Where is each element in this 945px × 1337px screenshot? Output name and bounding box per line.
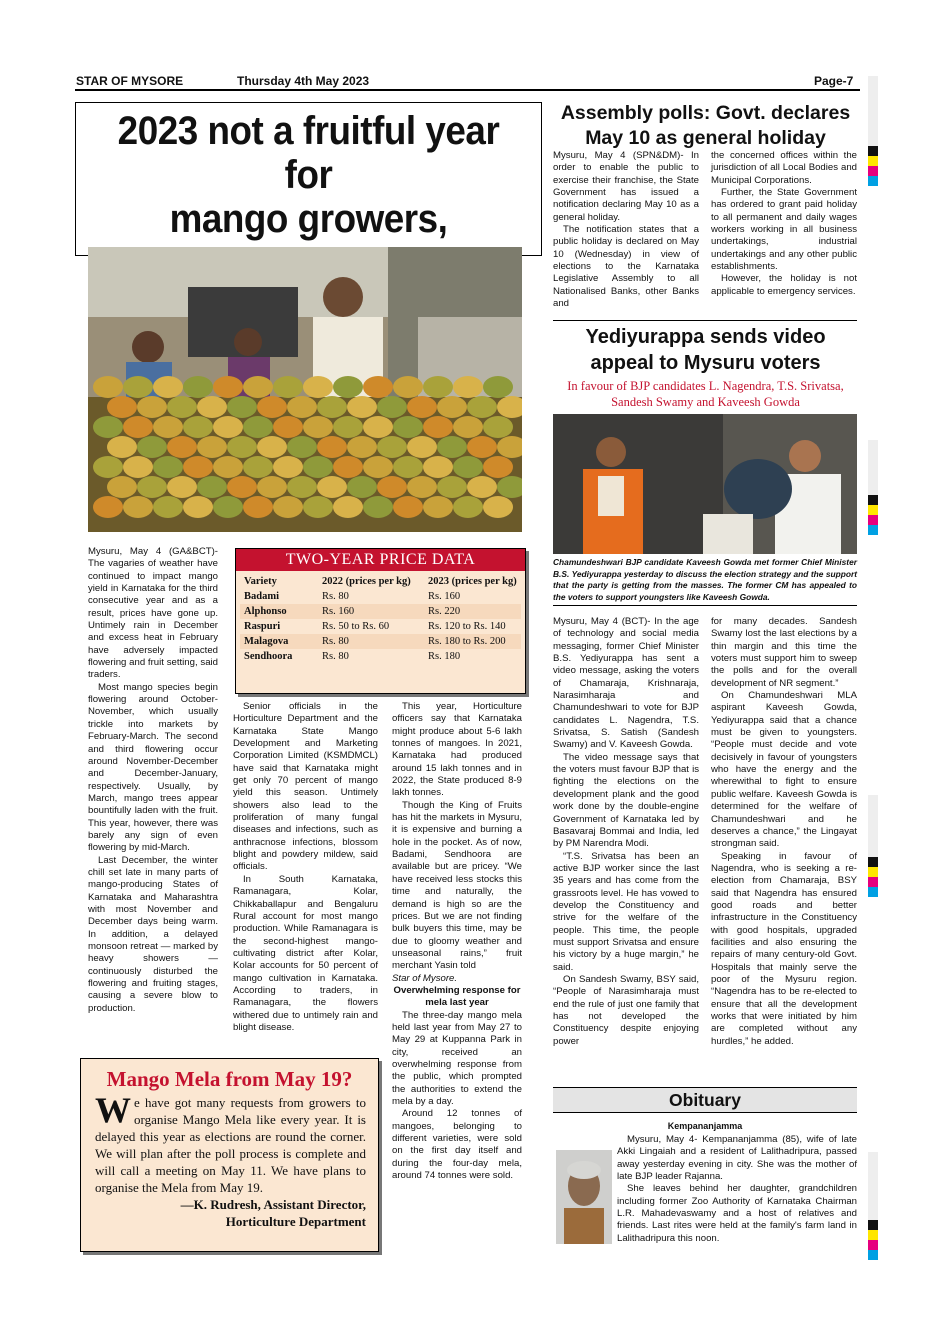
mango bbox=[153, 456, 183, 478]
bsy-col1-para: The video message says that the voters must favour BJP that is fighting the elections on the development plank and the good work done by the double-engine Government of Karnataka led by Basavaraj Bommai and India, led by PM Narendra Modi. bbox=[553, 751, 699, 850]
mango bbox=[333, 456, 363, 478]
mango bbox=[363, 456, 393, 478]
mango bbox=[333, 496, 363, 518]
main-story-col1 bbox=[88, 546, 218, 1015]
price-value-cell: Rs. 180 to Rs. 200 bbox=[428, 636, 506, 647]
mango bbox=[393, 416, 423, 438]
mango bbox=[423, 376, 453, 398]
mango-pile bbox=[93, 376, 522, 518]
mango bbox=[227, 396, 257, 418]
mango bbox=[423, 456, 453, 478]
bsy-subhead bbox=[548, 378, 863, 410]
mango bbox=[483, 376, 513, 398]
price-variety-cell: Raspuri bbox=[244, 621, 281, 632]
mango-mela-box bbox=[80, 1058, 379, 1252]
mango bbox=[227, 436, 257, 458]
mango-mela-sign1: —K. Rudresh, Assistant Director, bbox=[180, 1197, 366, 1212]
mango bbox=[453, 376, 483, 398]
holiday-col2-para: Further, the State Government has ordered to grant paid holiday to all permanent and daily wages workers working in all business undertakings, industrial undertakings and any other public establishments. bbox=[711, 187, 857, 273]
issue-date: Thursday 4th May 2023 bbox=[237, 74, 370, 88]
mango bbox=[363, 416, 393, 438]
price-table-row bbox=[240, 649, 521, 664]
main-col3-para: Around 12 tonnes of mangoes, belonging to different varieties, were sold on the first day itself and during the four-day mela, around 74 tonnes were sold. bbox=[392, 1108, 522, 1182]
mango bbox=[93, 416, 123, 438]
mango bbox=[183, 456, 213, 478]
mango bbox=[437, 476, 467, 498]
mango bbox=[423, 416, 453, 438]
mango bbox=[453, 456, 483, 478]
mango bbox=[453, 496, 483, 518]
price-value-cell: Rs. 220 bbox=[428, 606, 461, 617]
mango-stall-photo bbox=[88, 247, 522, 532]
mango bbox=[363, 376, 393, 398]
holiday-col1 bbox=[553, 150, 699, 310]
mango bbox=[303, 456, 333, 478]
mango bbox=[393, 496, 423, 518]
main-col3-italic: Star of Mysore. bbox=[392, 972, 458, 984]
bsy-subhead-line1: In favour of BJP candidates L. Nagendra, T.S. Srivatsa, bbox=[567, 379, 844, 393]
holiday-col2-para: However, the holiday is not applicable to emergency services. bbox=[711, 273, 857, 297]
price-table-body bbox=[240, 589, 521, 664]
mango bbox=[137, 436, 167, 458]
holiday-headline-line2: May 10 as general holiday bbox=[585, 127, 826, 149]
price-table bbox=[240, 574, 521, 664]
holiday-col2-para: the concerned offices within the jurisdiction of all Local Bodies and Municipal Corporations. bbox=[711, 150, 857, 186]
bsy-col1-para: Mysuru, May 4 (BCT)- In the age of technology and social media messaging, former Chief Minister B.S. Yediyurappa has sent a video message, asking the voters of Chamaraja, Krishnaraja, Narasimharaja and Chamundeshwari to vote for BJP candidates L. Nagendra, T.S. Srivatsa, S. Satish (Sandesh Swamy) and V. Kaveesh Gowda. bbox=[553, 616, 699, 751]
obituary-para: She leaves behind her daughter, grandchildren including former Zoo Authority of Karnataka Chairman L.R. Mahadevaswamy and a host of relatives and friends. Last rites were held at the family's farm land in Lalithadripura this noon. bbox=[617, 1183, 857, 1244]
mango bbox=[167, 436, 197, 458]
price-header-2023: 2023 (prices per kg) bbox=[428, 576, 517, 587]
main-col3-para: This year, Horticulture officers say that Karnataka might produce about 5-6 lakh tonnes of mangoes. In 2021, Karnataka had produced around 15 lakh tonnes and in 2022, the State produced 8-9 lakh tonnes. bbox=[392, 701, 522, 799]
bsy-headline-line1: Yediyurappa sends video bbox=[585, 326, 826, 348]
mango bbox=[197, 476, 227, 498]
mango bbox=[197, 436, 227, 458]
mango bbox=[287, 436, 317, 458]
price-value-cell: Rs. 80 bbox=[322, 591, 349, 602]
price-value-cell: Rs. 160 bbox=[322, 606, 355, 617]
mango bbox=[453, 416, 483, 438]
page-number: Page-7 bbox=[814, 74, 854, 88]
mango bbox=[123, 416, 153, 438]
main-col1-para: Mysuru, May 4 (GA&BCT)- The vagaries of weather have continued to impact mango yield in Karnataka for the third consecutive year and as a result, prices have gone up. Untimely rain in December and excess heat in February have adversely impacted flowering and fruit setting, said traders. bbox=[88, 546, 218, 681]
main-col3-para: The three-day mango mela held last year from May 27 to May 29 at Kuppanna Park in city, received an overwhelming response from the public, which prompted the authorities to extend the mela by a day. bbox=[392, 1009, 522, 1107]
mango bbox=[213, 496, 243, 518]
bsy-col2-para: for many decades. Sandesh Swamy lost the last elections by a thin margin and this time the voters must support him to sweep the polls and for the overall development of NR segment.” bbox=[711, 616, 857, 689]
mango bbox=[483, 416, 513, 438]
mango bbox=[123, 496, 153, 518]
price-header-variety: Variety bbox=[244, 576, 277, 587]
mango bbox=[273, 376, 303, 398]
mango bbox=[93, 376, 123, 398]
mango bbox=[273, 456, 303, 478]
price-table-row bbox=[240, 589, 521, 604]
bsy-headline-line2: appeal to Mysuru voters bbox=[590, 352, 821, 374]
mango bbox=[257, 396, 287, 418]
mango bbox=[93, 496, 123, 518]
mango bbox=[213, 376, 243, 398]
main-headline-line1: 2023 not a fruitful year for bbox=[117, 109, 500, 197]
mango bbox=[167, 396, 197, 418]
bsy-col1 bbox=[553, 616, 699, 1048]
price-variety-cell: Badami bbox=[244, 591, 280, 602]
price-value-cell: Rs. 160 bbox=[428, 591, 461, 602]
mango bbox=[347, 476, 377, 498]
mango bbox=[213, 416, 243, 438]
bsy-col2-para: On Chamundeshwari MLA aspirant Kaveesh Gowda, Yediyurappa said that a chance must be given to youngsters. “People must decide and vote decisively in favour of youngsters who have the energy and the wherewithal to fight to ensure public welfare. Kaveesh Gowda is determined for the welfare of Chamundeshwari and he deserves a chance,” the Lingayat strongman said. bbox=[711, 690, 857, 850]
bsy-meeting-photo bbox=[553, 414, 857, 554]
mango bbox=[437, 396, 467, 418]
mango-mela-dropcap: W bbox=[95, 1090, 131, 1130]
mango bbox=[257, 476, 287, 498]
price-variety-cell: Sendhoora bbox=[244, 651, 293, 662]
mango bbox=[183, 376, 213, 398]
mango bbox=[393, 376, 423, 398]
bsy-col2 bbox=[711, 616, 857, 1048]
mango bbox=[317, 436, 347, 458]
mango bbox=[137, 396, 167, 418]
main-col1-para: Last December, the winter chill set late in many parts of mango-producing States of Karnataka and Maharashtra with most November and December days being warm. In addition, a delayed monsoon retreat — marked by heavy showers — continuously disturbed the flowering and fruiting stages, causing a severe blow to production. bbox=[88, 854, 218, 1014]
mango bbox=[467, 476, 497, 498]
mango-stall-illustration bbox=[88, 247, 522, 532]
mango bbox=[183, 416, 213, 438]
bsy-subhead-line2: Sandesh Swamy and Kaveesh Gowda bbox=[611, 395, 800, 409]
mango bbox=[243, 496, 273, 518]
main-col2-para: In South Karnataka, Ramanagara, Kolar, Chikkaballapur and Bengaluru Rural account for most mango production. While Ramanagara is the second-highest mango-cultivating district after Kolar, Kolar accounts for 50 percent of mango cultivation in Karnataka. According to traders, in Ramanagara, the flowers withered due to untimely rain and blight disease. bbox=[233, 873, 378, 1033]
mango bbox=[167, 476, 197, 498]
price-table-header-row bbox=[240, 574, 521, 589]
mango bbox=[347, 396, 377, 418]
paper-name: STAR OF MYSORE bbox=[76, 74, 184, 88]
mango bbox=[197, 396, 227, 418]
price-value-cell: Rs. 80 bbox=[322, 636, 349, 647]
price-header-2022: 2022 (prices per kg) bbox=[322, 576, 411, 587]
main-col1-para: Most mango species begin flowering around October-November, which usually trickle into markets by February-March. The second and third flowering occur around November-December and December-January, respectively. Usually, by March, mango trees appear bountifully laden with the fruit. This year, however, there was barely any sign of even flowering by mid-March. bbox=[88, 681, 218, 854]
color-registration-strip-3 bbox=[868, 795, 878, 897]
mango bbox=[287, 396, 317, 418]
main-col2-para: Senior officials in the Horticulture Department and the Karnataka State Mango Development and Marketing Corporation Limited (KSMDMCL) have said that Karnataka might get only 70 percent of mango yield this season. Untimely showers also lead to the proliferation of many fungal diseases and infections, such as anthracnose infections, blossom blight and powdery mildew, said officials. bbox=[233, 701, 378, 873]
mango bbox=[123, 456, 153, 478]
mango bbox=[437, 436, 467, 458]
mango bbox=[213, 456, 243, 478]
price-variety-cell: Alphonso bbox=[244, 606, 287, 617]
color-registration-strip-1 bbox=[868, 76, 878, 186]
bsy-col2-para: Speaking in favour of Nagendra, who is seeking a re-election from Chamaraja, BSY said that Nagendra has ensured good roads and better infrastructure in the Constituency with good hospitals, upgraded facilities and also ensuring the repairs of many century-old Govt. Hospitals that mainly serve the poor of the Mysuru region. “Nagendra has to be re-elected to ensure that all the development works that were initiated by him are completed without any hurdles,” he added. bbox=[711, 850, 857, 1047]
price-box-title: TWO-YEAR PRICE DATA bbox=[236, 549, 525, 571]
main-headline-line2: mango growers, bbox=[169, 197, 448, 241]
price-variety-cell: Malagova bbox=[244, 636, 289, 647]
mango bbox=[303, 496, 333, 518]
holiday-col1-para: Mysuru, May 4 (SPN&DM)- In order to enable the public to exercise their franchise, the State Government has issued a notification declaring May 10 as a general holiday. bbox=[553, 150, 699, 223]
color-registration-strip-4 bbox=[868, 1152, 878, 1260]
bsy-photo-caption: Chamundeshwari BJP candidate Kaveesh Gowda met former Chief Minister B.S. Yediyurappa yesterday to discuss the election strategy and the support that the party is getting from the masses. The former CM has appealed to the voters to support youngsters like Kaveesh Gowda. bbox=[553, 557, 857, 606]
mango bbox=[227, 476, 257, 498]
mango bbox=[317, 476, 347, 498]
price-value-cell: Rs. 80 bbox=[322, 651, 349, 662]
price-data-box bbox=[235, 548, 526, 694]
mango bbox=[363, 496, 393, 518]
holiday-col2 bbox=[711, 150, 857, 298]
mango bbox=[137, 476, 167, 498]
main-col3-para: Though the King of Fruits has hit the markets in Mysuru, it is expensive and burning a hole in the pocket. As of now, Badami, Sendhoora are available but are pricey. “We have received less stocks this time and naturally, the demand is high so are the prices. But we are not finding bulk buyers this time, may be due to gloomy weather and unseasonal rains,” fruit merchant Yasin told bbox=[392, 799, 522, 972]
mango bbox=[107, 396, 137, 418]
main-headline-box bbox=[75, 102, 542, 256]
mango bbox=[377, 476, 407, 498]
price-value-cell: Rs. 180 bbox=[428, 651, 461, 662]
bsy-meeting-illustration bbox=[553, 414, 857, 554]
mango bbox=[243, 416, 273, 438]
mango bbox=[407, 396, 437, 418]
mango bbox=[467, 396, 497, 418]
mango bbox=[273, 416, 303, 438]
obituary-name: Kempananjamma bbox=[667, 1121, 743, 1131]
mango-mela-title: Mango Mela from May 19? bbox=[106, 1067, 353, 1091]
mango bbox=[303, 376, 333, 398]
mango bbox=[93, 456, 123, 478]
mango bbox=[123, 376, 153, 398]
mango bbox=[317, 396, 347, 418]
color-registration-strip-2 bbox=[868, 440, 878, 535]
holiday-headline bbox=[548, 101, 863, 151]
mango bbox=[467, 436, 497, 458]
mango bbox=[483, 456, 513, 478]
mango bbox=[347, 436, 377, 458]
mango bbox=[183, 496, 213, 518]
mango bbox=[273, 496, 303, 518]
section-divider bbox=[553, 320, 857, 321]
main-story-col3 bbox=[392, 701, 522, 1182]
price-value-cell: Rs. 50 to Rs. 60 bbox=[322, 621, 390, 632]
holiday-headline-line1: Assembly polls: Govt. declares bbox=[560, 102, 851, 124]
mango-mela-sign2: Horticulture Department bbox=[225, 1214, 366, 1229]
bsy-col1-para: “T.S. Srivatsa has been an active BJP worker since the last 35 years and has come from the grassroots level. He has vowed to develop the Constituency and strive for the welfare of the people. This time, the people must support Srivatsa and ensure his victory by a huge margin,” he said. bbox=[553, 850, 699, 973]
price-table-row bbox=[240, 634, 521, 649]
mango bbox=[153, 416, 183, 438]
mango bbox=[153, 376, 183, 398]
mango bbox=[107, 476, 137, 498]
price-table-row bbox=[240, 619, 521, 634]
main-story-col2 bbox=[233, 701, 378, 1034]
mango bbox=[243, 376, 273, 398]
obituary-text bbox=[553, 1134, 857, 1246]
main-col3-subhead: Overwhelming response for mela last year bbox=[393, 984, 521, 1009]
mango bbox=[287, 476, 317, 498]
mango bbox=[333, 376, 363, 398]
mango bbox=[377, 396, 407, 418]
mango bbox=[407, 476, 437, 498]
header-rule bbox=[75, 89, 860, 91]
obituary-portrait-spacer bbox=[553, 1134, 617, 1246]
mango bbox=[153, 496, 183, 518]
price-value-cell: Rs. 120 to Rs. 140 bbox=[428, 621, 506, 632]
mango bbox=[333, 416, 363, 438]
mango bbox=[407, 436, 437, 458]
obituary-title: Obituary bbox=[553, 1087, 857, 1113]
mango bbox=[423, 496, 453, 518]
mango bbox=[393, 456, 423, 478]
bsy-headline bbox=[548, 324, 863, 376]
mango bbox=[377, 436, 407, 458]
obituary-para: Mysuru, May 4- Kempananjamma (85), wife of late Akki Lingaiah and a resident of Lalithadripura, passed away yesterday evening in city. She was the mother of late BJP leader Rajanna. bbox=[617, 1134, 857, 1183]
mango bbox=[107, 436, 137, 458]
mango-mela-text: e have got many requests from growers to organise Mango Mela like every year. It is delayed this year as elections are round the corner. We will plan after the poll process is complete and will call a meeting on May 11. We have plans to organise the Mela from May 19. bbox=[95, 1095, 366, 1195]
holiday-col1-para: The notification states that a public holiday is declared on May 10 (Wednesday) in view of elections to the Karnataka Legislative Assembly to all Nationalised Banks, other Banks and bbox=[553, 224, 699, 310]
bsy-col1-para: On Sandesh Swamy, BSY said, “People of Narasimharaja must end the rule of just one family that has not developed the Constituency despite enjoying power bbox=[553, 973, 699, 1047]
mango bbox=[243, 456, 273, 478]
mango bbox=[483, 496, 513, 518]
mango bbox=[303, 416, 333, 438]
price-table-row bbox=[240, 604, 521, 619]
mango bbox=[257, 436, 287, 458]
